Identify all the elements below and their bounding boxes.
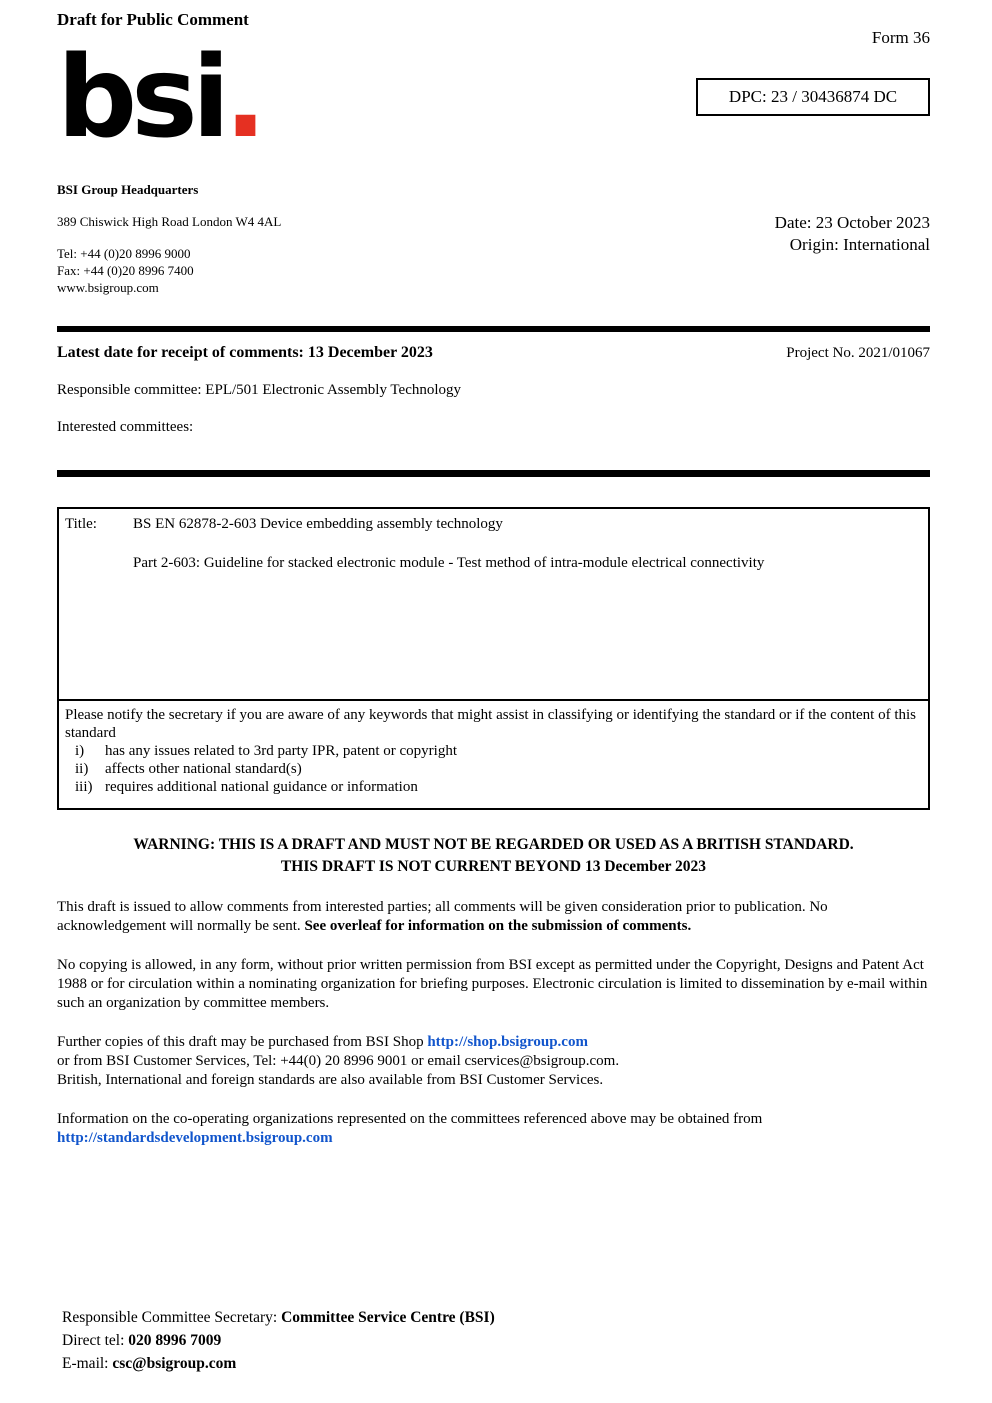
secretary-line xyxy=(62,1306,495,1329)
draft-issued-text: This draft is issued to allow comments from interested parties; all comments will be given consideration prior to publication. No acknowledgement will normally be sent. xyxy=(57,899,828,934)
keywords-item-2-text: affects other national standard(s) xyxy=(105,761,302,777)
keywords-item-2 xyxy=(65,760,922,778)
draft-issued-paragraph xyxy=(57,898,930,936)
divider-bar-bottom xyxy=(57,470,930,477)
headquarters-label: BSI Group Headquarters xyxy=(57,182,199,197)
see-overleaf-text: See overleaf for information on the submission of comments. xyxy=(304,918,692,934)
keywords-item-3 xyxy=(65,778,922,796)
address-line: 389 Chiswick High Road London W4 4AL xyxy=(57,214,282,229)
keywords-item-1-text: has any issues related to 3rd party IPR, patent or copyright xyxy=(105,743,458,759)
draft-for-public-comment-label: Draft for Public Comment xyxy=(57,10,249,29)
date-origin-block xyxy=(775,212,930,256)
title-box xyxy=(57,507,930,701)
title-label: Title: xyxy=(65,516,97,532)
email-label: E-mail: xyxy=(62,1355,113,1372)
further-copies-text: Further copies of this draft may be purchased from BSI Shop xyxy=(57,1034,428,1050)
cooperating-orgs-text: Information on the co-operating organizations represented on the committees referenced above may be obtained from xyxy=(57,1111,763,1127)
origin-label: Origin: International xyxy=(789,235,930,254)
dpc-reference-box: DPC: 23 / 30436874 DC xyxy=(696,78,930,116)
footer-secretary-block xyxy=(62,1306,495,1375)
keywords-item-2-label: ii) xyxy=(75,761,89,777)
bsi-logo-dot: . xyxy=(224,33,267,163)
form-number-label: Form 36 xyxy=(871,28,930,47)
date-label: Date: 23 October 2023 xyxy=(774,213,930,232)
further-copies-line-2: or from BSI Customer Services, Tel: +44(0) 20 8996 9001 or email cservices@bsigroup.com. xyxy=(57,1053,620,1069)
keywords-item-1 xyxy=(65,742,922,760)
responsible-committee-label: Responsible committee: EPL/501 Electronic Assembly Technology xyxy=(57,382,462,398)
secretary-value: Committee Service Centre (BSI) xyxy=(281,1309,495,1326)
divider-bar-top xyxy=(57,326,930,332)
interested-committees-label: Interested committees: xyxy=(57,419,194,435)
keywords-item-3-label: iii) xyxy=(75,779,93,795)
fax-line: Fax: +44 (0)20 8996 7400 xyxy=(57,263,194,278)
warning-notice xyxy=(57,834,930,878)
standards-development-link[interactable]: http://standardsdevelopment.bsigroup.com xyxy=(57,1130,333,1146)
direct-tel-label: Direct tel: xyxy=(62,1332,129,1349)
secretary-label: Responsible Committee Secretary: xyxy=(62,1309,282,1326)
direct-tel-line xyxy=(62,1329,495,1352)
further-copies-paragraph xyxy=(57,1033,930,1090)
email-value: csc@bsigroup.com xyxy=(112,1355,237,1372)
keywords-item-3-text: requires additional national guidance or information xyxy=(105,779,418,795)
telephone-line: Tel: +44 (0)20 8996 9000 xyxy=(57,246,191,261)
direct-tel-value: 020 8996 7009 xyxy=(128,1332,222,1349)
bsi-logo-text: bsi xyxy=(57,33,225,163)
project-number-label: Project No. 2021/01067 xyxy=(786,345,930,361)
no-copying-paragraph: No copying is allowed, in any form, without prior written permission from BSI except as permitted under the Copyright, Designs and Patent Act 1988 or for circulation within a nominating organization for briefing purposes. Electronic circulation is limited to dissemination by e-mail within such an organization by committee members. xyxy=(57,957,928,1011)
standard-part-line: Part 2-603: Guideline for stacked electronic module - Test method of intra-module electrical connectivity xyxy=(133,555,765,571)
standard-title-line: BS EN 62878-2-603 Device embedding assembly technology xyxy=(133,516,503,532)
keywords-item-1-label: i) xyxy=(75,743,85,759)
email-line xyxy=(62,1352,495,1375)
comments-deadline-row xyxy=(57,344,930,362)
further-copies-line-3: British, International and foreign standards are also available from BSI Customer Services. xyxy=(57,1072,604,1088)
keywords-intro-text: Please notify the secretary if you are aware of any keywords that might assist in classifying or identifying the standard or if the content of this standard xyxy=(65,707,917,741)
website-line: www.bsigroup.com xyxy=(57,280,159,295)
latest-date-label: Latest date for receipt of comments: 13 December 2023 xyxy=(57,344,433,361)
warning-line-2: THIS DRAFT IS NOT CURRENT BEYOND 13 December 2023 xyxy=(280,858,707,875)
keywords-notice-box xyxy=(57,699,930,810)
bsi-shop-link[interactable]: http://shop.bsigroup.com xyxy=(427,1034,588,1050)
further-copies-line-1 xyxy=(57,1033,930,1052)
warning-line-1: WARNING: THIS IS A DRAFT AND MUST NOT BE REGARDED OR USED AS A BRITISH STANDARD. xyxy=(133,836,854,853)
title-content xyxy=(133,516,922,692)
cooperating-orgs-paragraph xyxy=(57,1110,930,1148)
